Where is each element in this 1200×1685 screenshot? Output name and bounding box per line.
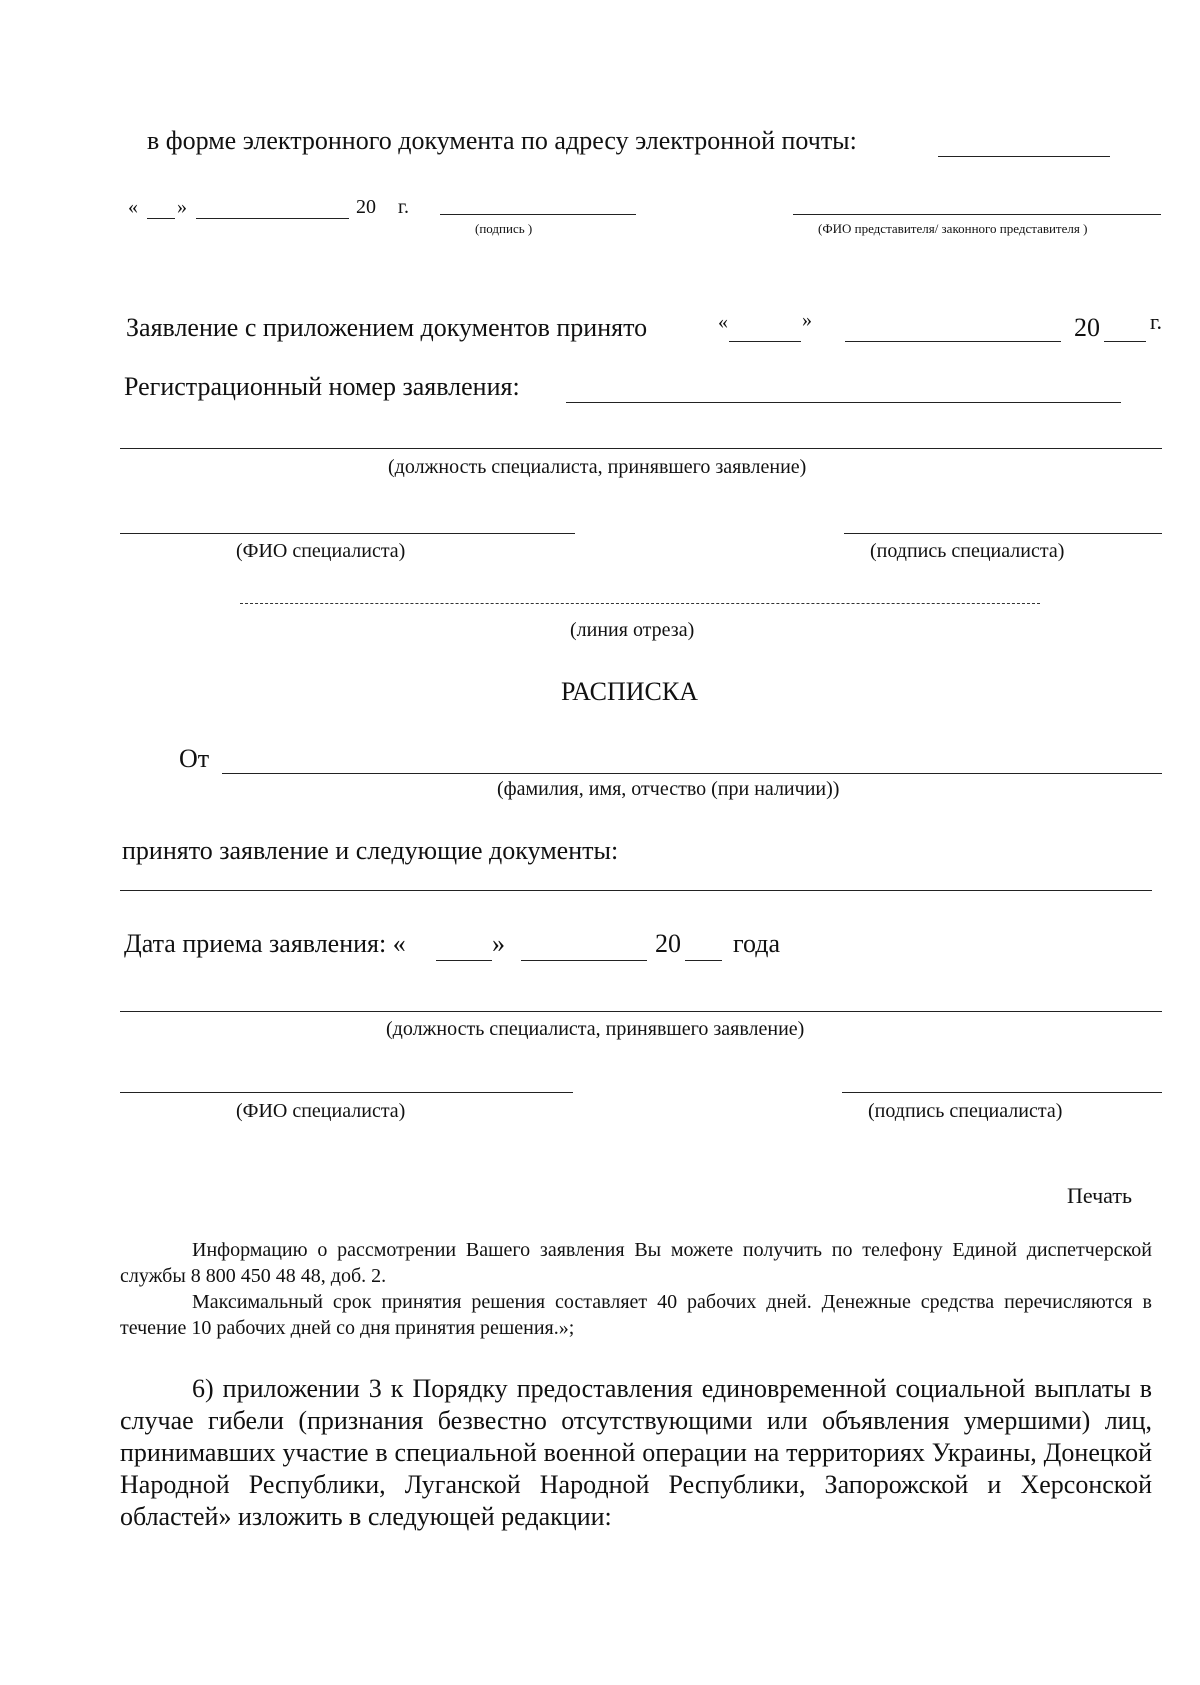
- signature-field[interactable]: [440, 214, 636, 215]
- receipt-docs-field[interactable]: [120, 890, 1152, 891]
- date-month-field[interactable]: [196, 218, 349, 219]
- info-block: [120, 1237, 1152, 1341]
- info-paragraph-1: Информацию о рассмотрении Вашего заявления Вы можете получить по телефону Единой диспетчерской службы 8 800 450 48 48, доб. 2.: [120, 1239, 1152, 1287]
- receipt-title: РАСПИСКА: [561, 677, 698, 706]
- receipt-month-field[interactable]: [521, 960, 647, 961]
- specialist-position-caption: (должность специалиста, принявшего заявление): [388, 456, 807, 478]
- registration-number-field[interactable]: [566, 402, 1121, 403]
- receipt-day-field[interactable]: [436, 960, 492, 961]
- cut-line: [240, 603, 1040, 604]
- receipt-year-field[interactable]: [685, 960, 722, 961]
- accepted-month-field[interactable]: [845, 341, 1061, 342]
- representative-fio-caption: (ФИО представителя/ законного представителя ): [818, 221, 1088, 236]
- accepted-label: Заявление с приложением документов принято: [126, 313, 648, 342]
- date-year-suffix: г.: [398, 196, 409, 218]
- stamp-label: Печать: [1067, 1183, 1133, 1208]
- accepted-quote-close: »: [802, 309, 812, 331]
- receipt-position-caption: (должность специалиста, принявшего заявление): [386, 1018, 805, 1040]
- specialist-signature-field[interactable]: [844, 533, 1162, 534]
- receipt-date-label: Дата приема заявления: «: [124, 929, 406, 958]
- accepted-day-field[interactable]: [729, 341, 801, 342]
- receipt-from-caption: (фамилия, имя, отчество (при наличии)): [497, 778, 840, 800]
- amendment-paragraph: 6) приложении 3 к Порядку предоставления единовременной социальной выплаты в случае гибели (признания безвестно отсутствующими или объявления умершими) лиц, принимавших участие в специальной военной операции на территориях Украины, Донецкой Народной Республики, Луганской Народной Республики, Запорожской и Херсонской областей» изложить в следующей редакции:: [120, 1374, 1152, 1531]
- receipt-from-label: От: [179, 744, 210, 773]
- date-year-prefix: 20: [356, 196, 376, 218]
- cut-line-caption: (линия отреза): [570, 619, 695, 641]
- accepted-year-prefix: 20: [1074, 313, 1100, 342]
- receipt-from-field[interactable]: [222, 773, 1162, 774]
- accepted-quote-open: «: [718, 311, 728, 333]
- receipt-signature-caption: (подпись специалиста): [868, 1100, 1063, 1122]
- receipt-position-field[interactable]: [120, 1011, 1162, 1012]
- receipt-year-prefix: 20: [655, 929, 681, 958]
- signature-caption: (подпись ): [475, 221, 533, 236]
- receipt-fio-field[interactable]: [120, 1092, 573, 1093]
- representative-fio-field[interactable]: [793, 214, 1161, 215]
- receipt-signature-field[interactable]: [842, 1092, 1162, 1093]
- email-field[interactable]: [938, 156, 1110, 157]
- receipt-date-close: »: [492, 929, 505, 958]
- info-paragraph-2: Максимальный срок принятия решения составляет 40 рабочих дней. Денежные средства перечисляются в течение 10 рабочих дней со дня принятия решения.»;: [120, 1291, 1152, 1339]
- receipt-fio-caption: (ФИО специалиста): [236, 1100, 406, 1122]
- date-quote-open: «: [128, 196, 138, 218]
- registration-label: Регистрационный номер заявления:: [124, 372, 520, 401]
- specialist-position-field[interactable]: [120, 448, 1162, 449]
- date-quote-close: »: [177, 196, 187, 218]
- accepted-year-suffix: г.: [1150, 309, 1163, 334]
- receipt-docs-label: принято заявление и следующие документы:: [122, 836, 619, 865]
- specialist-fio-field[interactable]: [120, 533, 575, 534]
- accepted-year-field[interactable]: [1104, 341, 1146, 342]
- specialist-fio-caption: (ФИО специалиста): [236, 540, 406, 562]
- specialist-signature-caption: (подпись специалиста): [870, 540, 1065, 562]
- receipt-year-word: года: [733, 929, 781, 958]
- date-day-field[interactable]: [147, 218, 175, 219]
- email-label: в форме электронного документа по адресу электронной почты:: [147, 126, 857, 155]
